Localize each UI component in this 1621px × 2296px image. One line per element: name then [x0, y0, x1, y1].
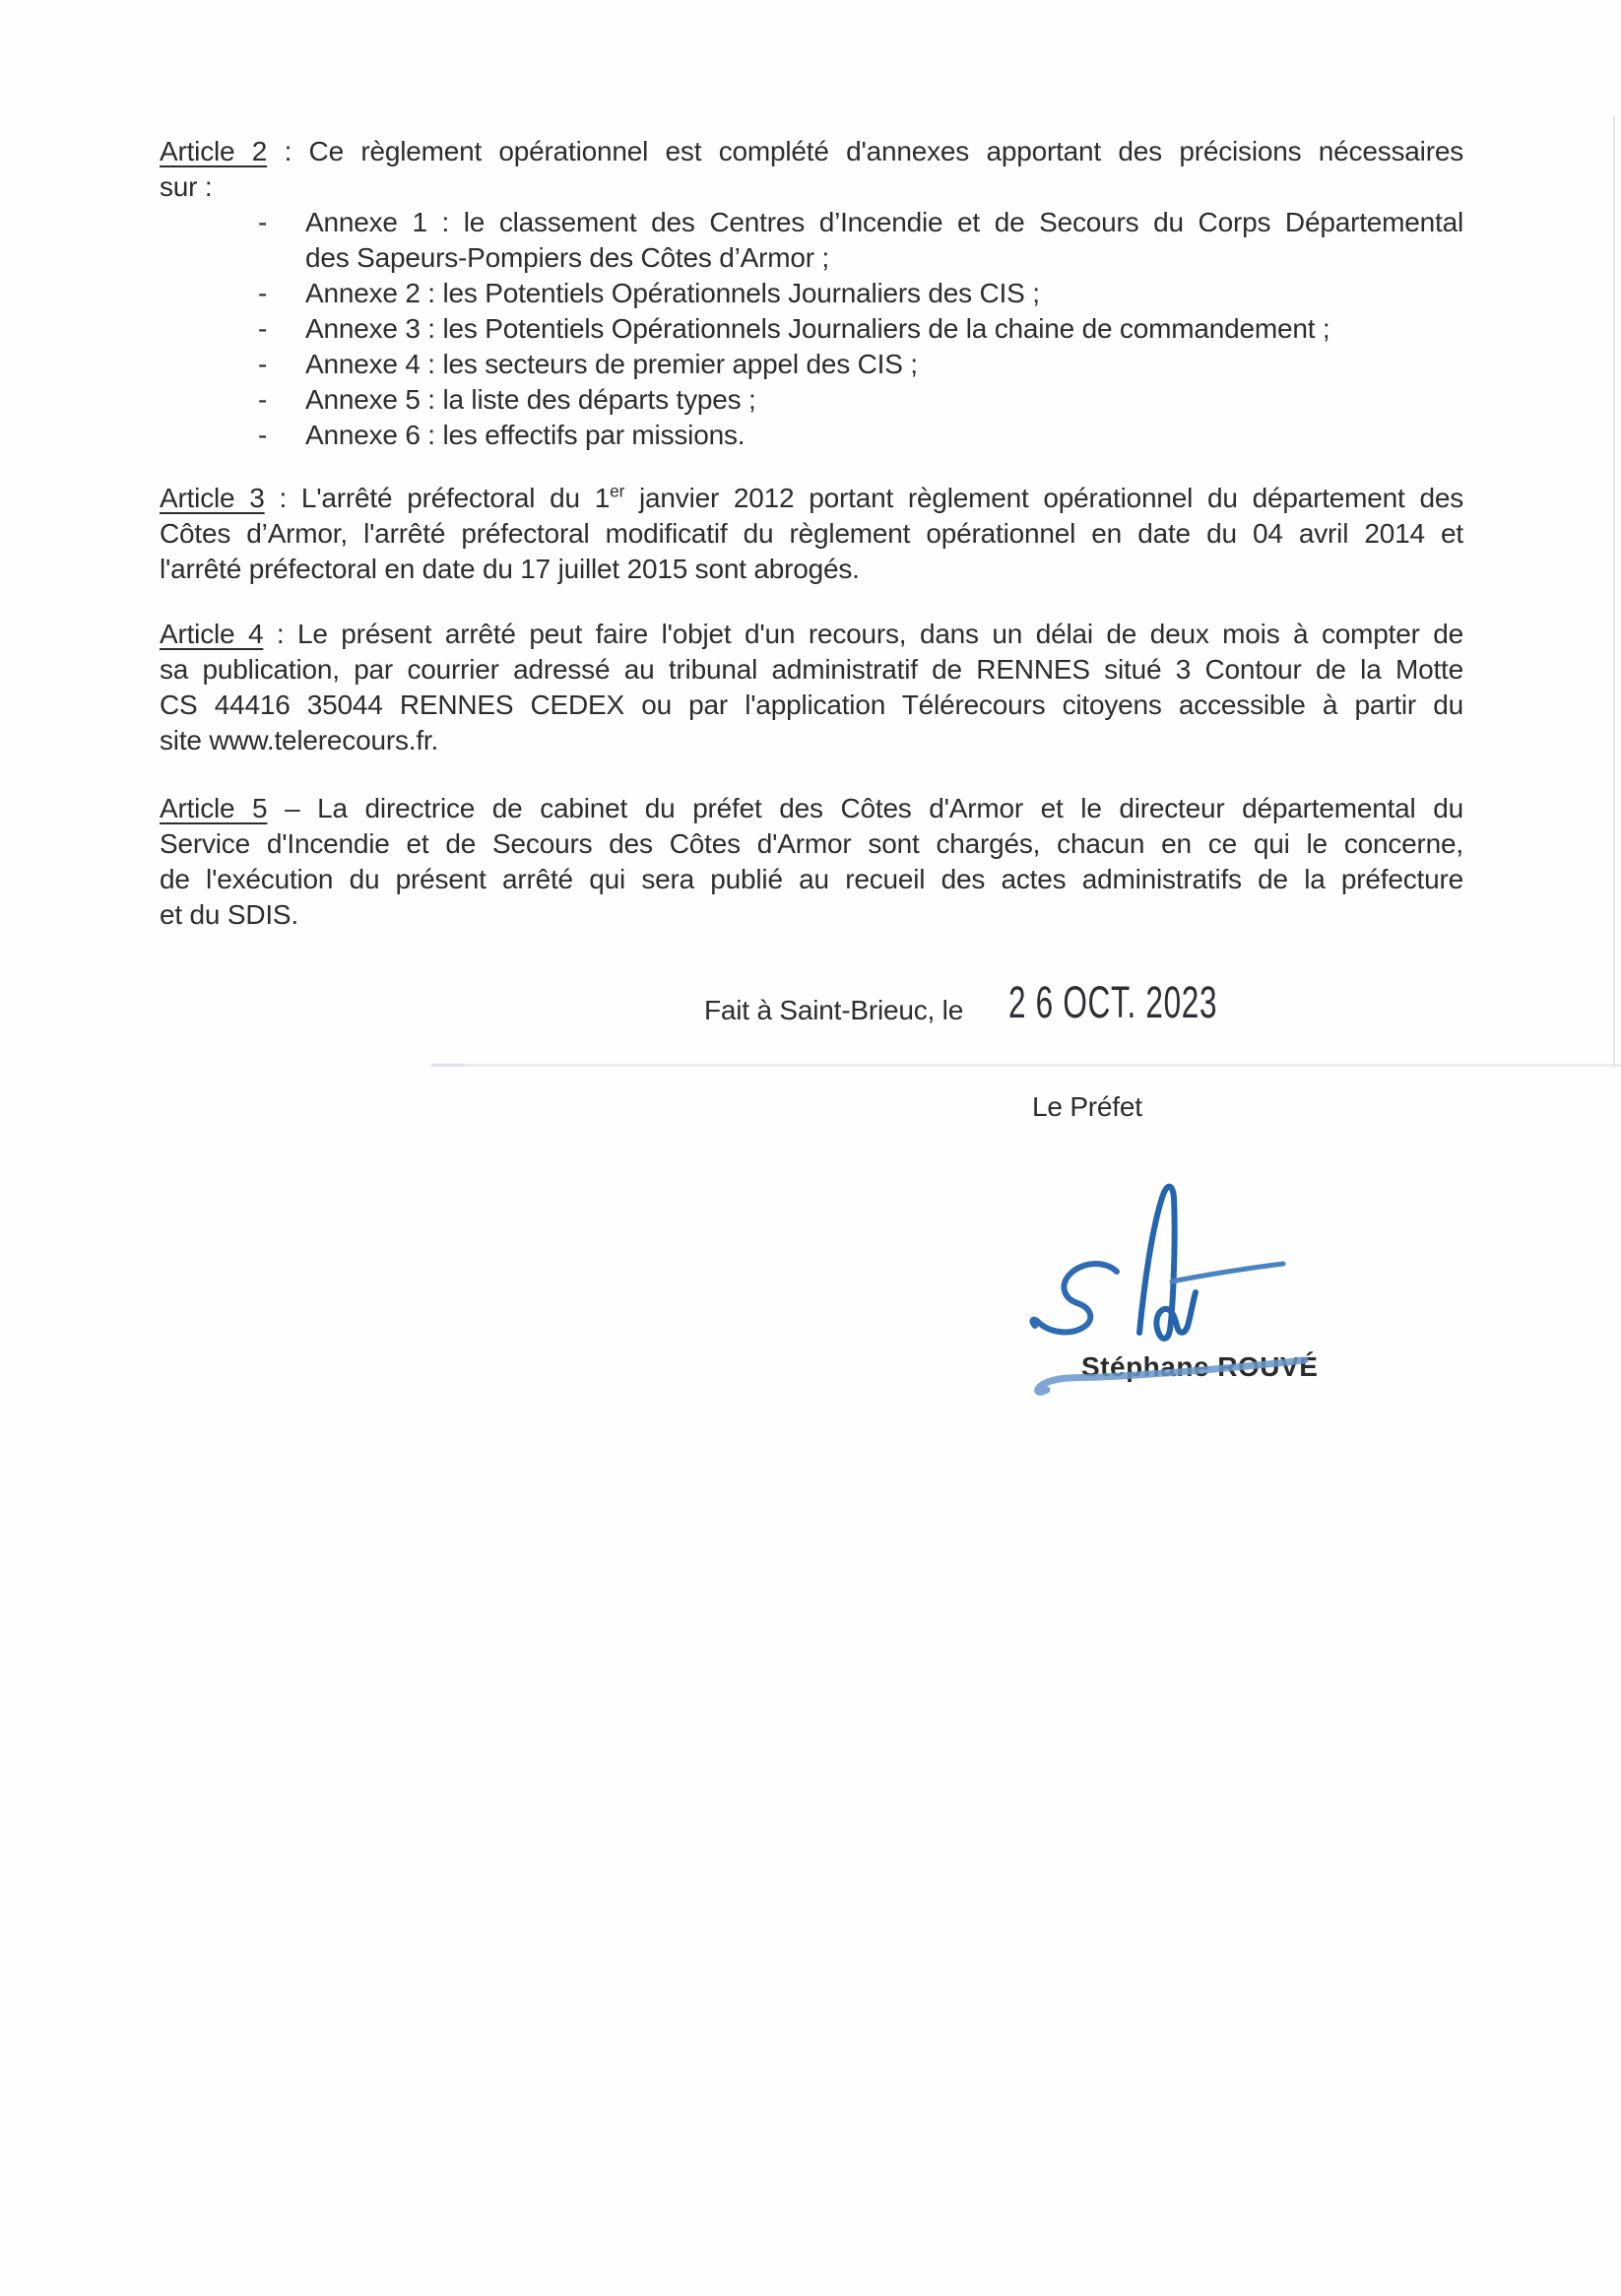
annex-2-text: Annexe 2 : les Potentiels Opérationnels Journaliers des CIS ;: [305, 278, 1040, 308]
article-5-label: Article 5: [160, 793, 268, 823]
list-dash: -: [258, 349, 268, 379]
signature-s-stroke: [1032, 1264, 1117, 1332]
signatory-title: Le Préfet: [1032, 1091, 1142, 1122]
list-dash: -: [258, 207, 268, 237]
annex-list: [160, 205, 1463, 453]
article-2-line-2: sur :: [160, 171, 213, 202]
annex-4-text: Annexe 4 : les secteurs de premier appel des CIS ;: [305, 349, 918, 379]
article-4-line-2: sa publication, par courrier adressé au tribunal administratif de RENNES situé 3 Contour de la Motte: [160, 654, 1463, 685]
article-4-line-1: Article 4 : Le présent arrêté peut faire l'objet d'un recours, dans un délai de deux mois à compter de: [160, 619, 1463, 649]
article-5-line-1: Article 5 – La directrice de cabinet du préfet des Côtes d'Armor et le directeur départemental du: [160, 793, 1463, 823]
list-dash: -: [258, 278, 268, 308]
annex-1-text: Annexe 1 : le classement des Centres d’Incendie et de Secours du Corps Départemental des Sapeurs-Pompiers des Côtes d’Armor ;: [305, 207, 1463, 273]
superscript-er: er: [610, 481, 625, 501]
article-5-paragraph: [160, 791, 1463, 933]
annex-3-text: Annexe 3 : les Potentiels Opérationnels Journaliers de la chaine de commandement ;: [305, 313, 1330, 344]
list-dash: -: [258, 313, 268, 344]
article-4-paragraph: [160, 617, 1463, 758]
article-2-line-1: [160, 134, 1463, 169]
annex-list-item: [160, 276, 1463, 311]
article-3-paragraph: [160, 481, 1463, 587]
article-2-label: Article 2: [160, 136, 268, 166]
article-4-label: Article 4: [160, 619, 264, 649]
annex-list-item: [160, 418, 1463, 453]
list-dash: -: [258, 420, 268, 450]
scan-artifact-right-edge-line: [1613, 116, 1615, 1068]
article-2-text: : Ce règlement opérationnel est complété d'annexes apportant des précisions nécessaires: [267, 136, 1463, 166]
annex-6-text: Annexe 6 : les effectifs par missions.: [305, 420, 746, 450]
article-5-line-4: et du SDIS.: [160, 899, 298, 930]
signatory-name: Stéphane ROUVÉ: [1081, 1351, 1319, 1382]
signature-spike-stroke: [1139, 1187, 1196, 1339]
annex-5-text: Annexe 5 : la liste des départs types ;: [305, 384, 756, 415]
annex-list-item: [160, 382, 1463, 418]
article-2-paragraph: [160, 134, 1463, 205]
article-3-line-1: Article 3 : L'arrêté préfectoral du 1er janvier 2012 portant règlement opérationnel du département des: [160, 481, 1463, 513]
signature-crossbar-stroke: [1172, 1264, 1283, 1281]
article-3-label: Article 3: [160, 483, 265, 513]
date-stamp: 2 6 OCT. 2023: [1008, 977, 1218, 1027]
list-dash: -: [258, 384, 268, 415]
article-3-line-3: l'arrêté préfectoral en date du 17 juillet 2015 sont abrogés.: [160, 554, 860, 584]
article-5-line-3: de l'exécution du présent arrêté qui sera publié au recueil des actes administratifs de la préfecture: [160, 864, 1463, 894]
annex-list-item: [160, 347, 1463, 382]
article-3-line-2: Côtes d’Armor, l'arrêté préfectoral modificatif du règlement opérationnel en date du 04 avril 2014 et: [160, 518, 1463, 549]
annex-list-item: [160, 311, 1463, 347]
article-4-line-3: CS 44416 35044 RENNES CEDEX ou par l'application Télérecours citoyens accessible à partir du: [160, 689, 1463, 720]
annex-list-item: [160, 205, 1463, 276]
scan-artifact-horizontal-line-tip: [431, 1064, 465, 1067]
article-4-line-4: site www.telerecours.fr.: [160, 725, 439, 755]
dateline-prefix: Fait à Saint-Brieuc, le: [704, 995, 964, 1025]
scan-artifact-horizontal-line: [463, 1064, 1621, 1067]
article-5-line-2: Service d'Incendie et de Secours des Côtes d'Armor sont chargés, chacun en ce qui le concerne,: [160, 828, 1463, 859]
